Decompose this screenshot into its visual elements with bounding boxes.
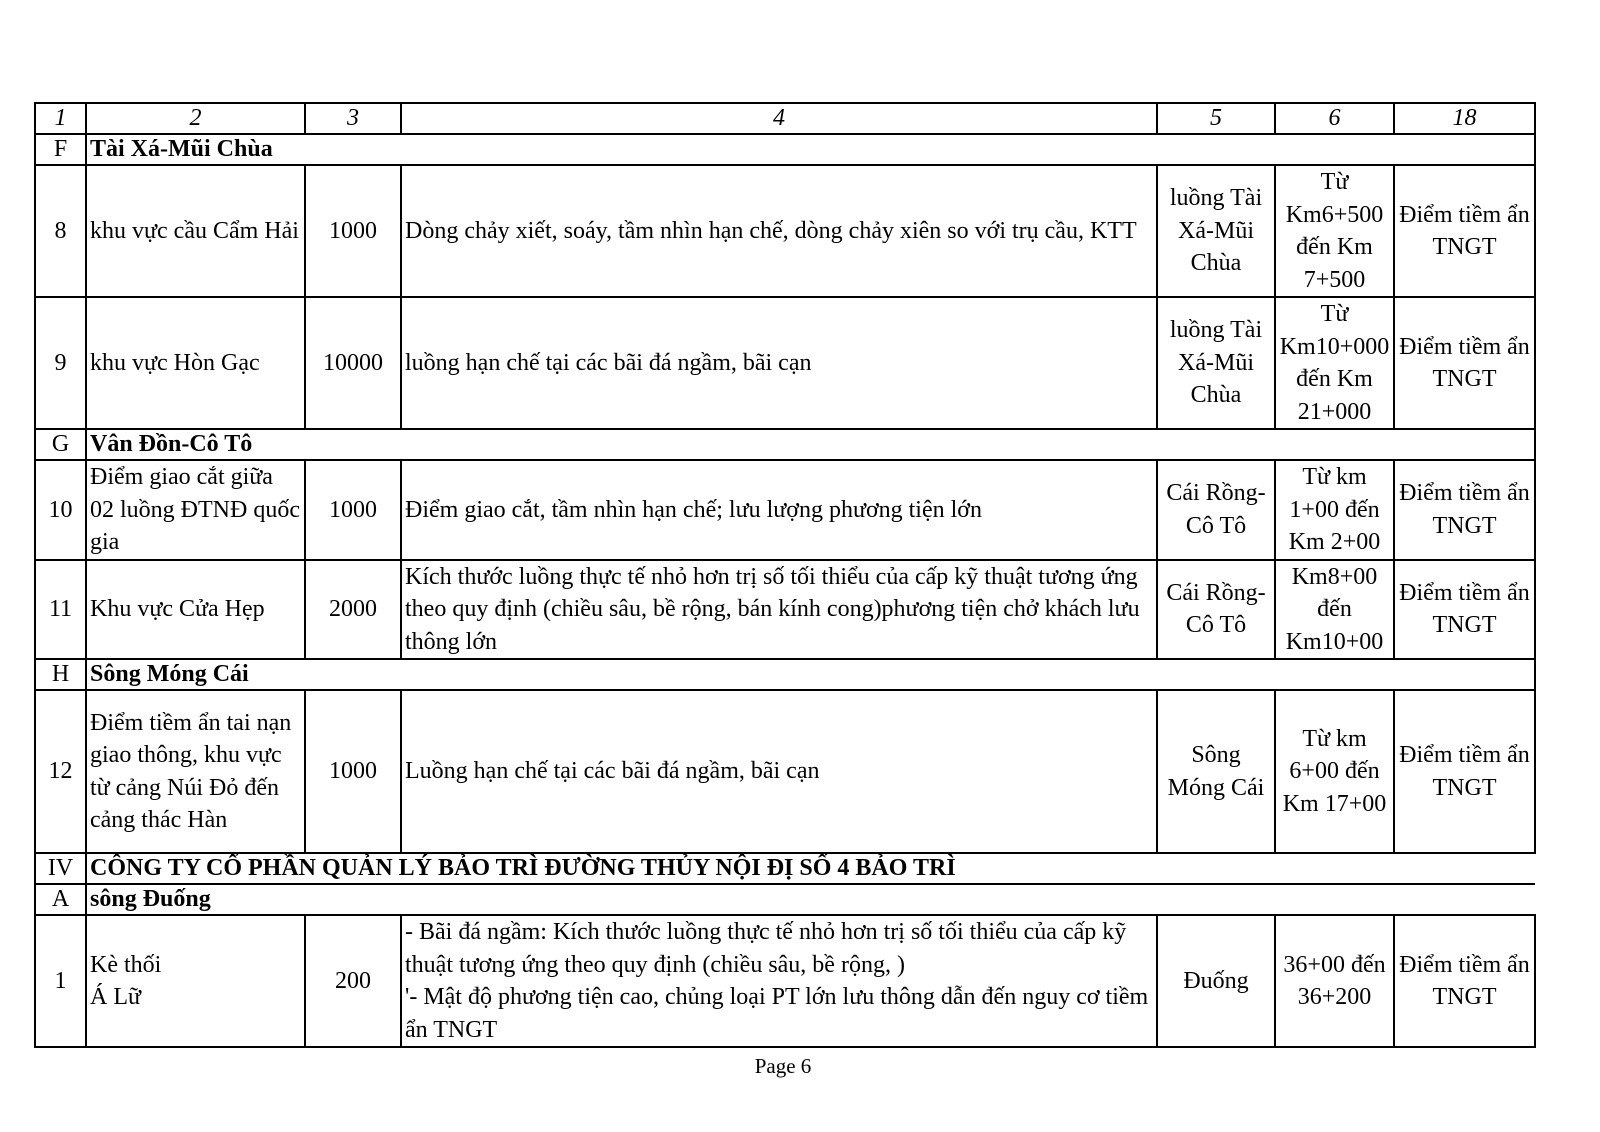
section-code: A (35, 884, 86, 915)
section-code: H (35, 659, 86, 690)
column-number-row (35, 103, 1535, 134)
section-row-f (35, 134, 1535, 165)
row-number: 1 (35, 915, 86, 1047)
column-number-4: 4 (401, 103, 1157, 134)
column-number-18: 18 (1394, 103, 1535, 134)
table-row (35, 560, 1535, 660)
description-cell: Kích thước luồng thực tế nhỏ hơn trị số tối thiểu của cấp kỹ thuật tương ứng theo quy định (chiều sâu, bề rộng, bán kính cong)phương tiện chở khách lưu thông lớn (401, 560, 1157, 660)
location-cell: Khu vực Cửa Hẹp (86, 560, 305, 660)
location-cell: khu vực Hòn Gạc (86, 297, 305, 429)
route-cell: Sông Móng Cái (1157, 690, 1275, 853)
column-number-3: 3 (305, 103, 401, 134)
section-code: IV (35, 853, 86, 884)
route-cell: luồng Tài Xá-Mũi Chùa (1157, 165, 1275, 297)
location-cell: khu vực cầu Cẩm Hải (86, 165, 305, 297)
location-cell: Điểm giao cắt giữa 02 luồng ĐTNĐ quốc gia (86, 460, 305, 560)
section-row-g (35, 429, 1535, 460)
description-cell: Điểm giao cắt, tầm nhìn hạn chế; lưu lượng phương tiện lớn (401, 460, 1157, 560)
length-cell: 200 (305, 915, 401, 1047)
table-row (35, 297, 1535, 429)
section-code: F (35, 134, 86, 165)
section-code: G (35, 429, 86, 460)
description-cell: Luồng hạn chế tại các bãi đá ngầm, bãi cạn (401, 690, 1157, 853)
km-cell: Từ Km10+000 đến Km 21+000 (1275, 297, 1394, 429)
length-cell: 10000 (305, 297, 401, 429)
km-cell: Từ km 6+00 đến Km 17+00 (1275, 690, 1394, 853)
note-cell: Điểm tiềm ẩn TNGT (1394, 690, 1535, 853)
location-cell: Kè thối Á Lữ (86, 915, 305, 1047)
km-cell: Km8+00 đến Km10+00 (1275, 560, 1394, 660)
page-number: Page 6 (754, 1054, 812, 1078)
length-cell: 2000 (305, 560, 401, 660)
length-cell: 1000 (305, 460, 401, 560)
note-cell: Điểm tiềm ẩn TNGT (1394, 915, 1535, 1047)
section-title: Tài Xá-Mũi Chùa (86, 134, 1535, 165)
section-row-h (35, 659, 1535, 690)
hazard-points-table (34, 102, 1536, 1048)
table-row (35, 915, 1535, 1047)
section-title: CÔNG TY CỔ PHẦN QUẢN LÝ BẢO TRÌ ĐƯỜNG THỦY NỘI ĐỊ SỐ 4 BẢO TRÌ (86, 853, 1535, 884)
row-number: 9 (35, 297, 86, 429)
description-cell: luồng hạn chế tại các bãi đá ngầm, bãi cạn (401, 297, 1157, 429)
length-cell: 1000 (305, 165, 401, 297)
section-title: sông Đuống (86, 884, 1535, 915)
note-cell: Điểm tiềm ẩn TNGT (1394, 460, 1535, 560)
table-row (35, 460, 1535, 560)
row-number: 10 (35, 460, 86, 560)
section-row-a (35, 884, 1535, 915)
route-cell: Cái Rồng-Cô Tô (1157, 560, 1275, 660)
km-cell: Từ km 1+00 đến Km 2+00 (1275, 460, 1394, 560)
column-number-5: 5 (1157, 103, 1275, 134)
length-cell: 1000 (305, 690, 401, 853)
section-title: Vân Đồn-Cô Tô (86, 429, 1535, 460)
column-number-1: 1 (35, 103, 86, 134)
description-cell: - Bãi đá ngầm: Kích thước luồng thực tế nhỏ hơn trị số tối thiểu của cấp kỹ thuật tương ứng theo quy định (chiều sâu, bề rộng, ) '- Mật độ phương tiện cao, chủng loại PT lớn lưu thông dẫn đến nguy cơ tiềm ẩn TNGT (401, 915, 1157, 1047)
note-cell: Điểm tiềm ẩn TNGT (1394, 297, 1535, 429)
route-cell: Đuống (1157, 915, 1275, 1047)
section-title: Sông Móng Cái (86, 659, 1535, 690)
column-number-6: 6 (1275, 103, 1394, 134)
description-cell: Dòng chảy xiết, soáy, tầm nhìn hạn chế, dòng chảy xiên so với trụ cầu, KTT (401, 165, 1157, 297)
row-number: 8 (35, 165, 86, 297)
note-cell: Điểm tiềm ẩn TNGT (1394, 165, 1535, 297)
column-number-2: 2 (86, 103, 305, 134)
note-cell: Điểm tiềm ẩn TNGT (1394, 560, 1535, 660)
location-cell: Điểm tiềm ẩn tai nạn giao thông, khu vực từ cảng Núi Đỏ đến cảng thác Hàn (86, 690, 305, 853)
table-row (35, 165, 1535, 297)
section-row-iv (35, 853, 1535, 884)
row-number: 11 (35, 560, 86, 660)
km-cell: Từ Km6+500 đến Km 7+500 (1275, 165, 1394, 297)
km-cell: 36+00 đến 36+200 (1275, 915, 1394, 1047)
table-row (35, 690, 1535, 853)
row-number: 12 (35, 690, 86, 853)
route-cell: luồng Tài Xá-Mũi Chùa (1157, 297, 1275, 429)
route-cell: Cái Rồng-Cô Tô (1157, 460, 1275, 560)
